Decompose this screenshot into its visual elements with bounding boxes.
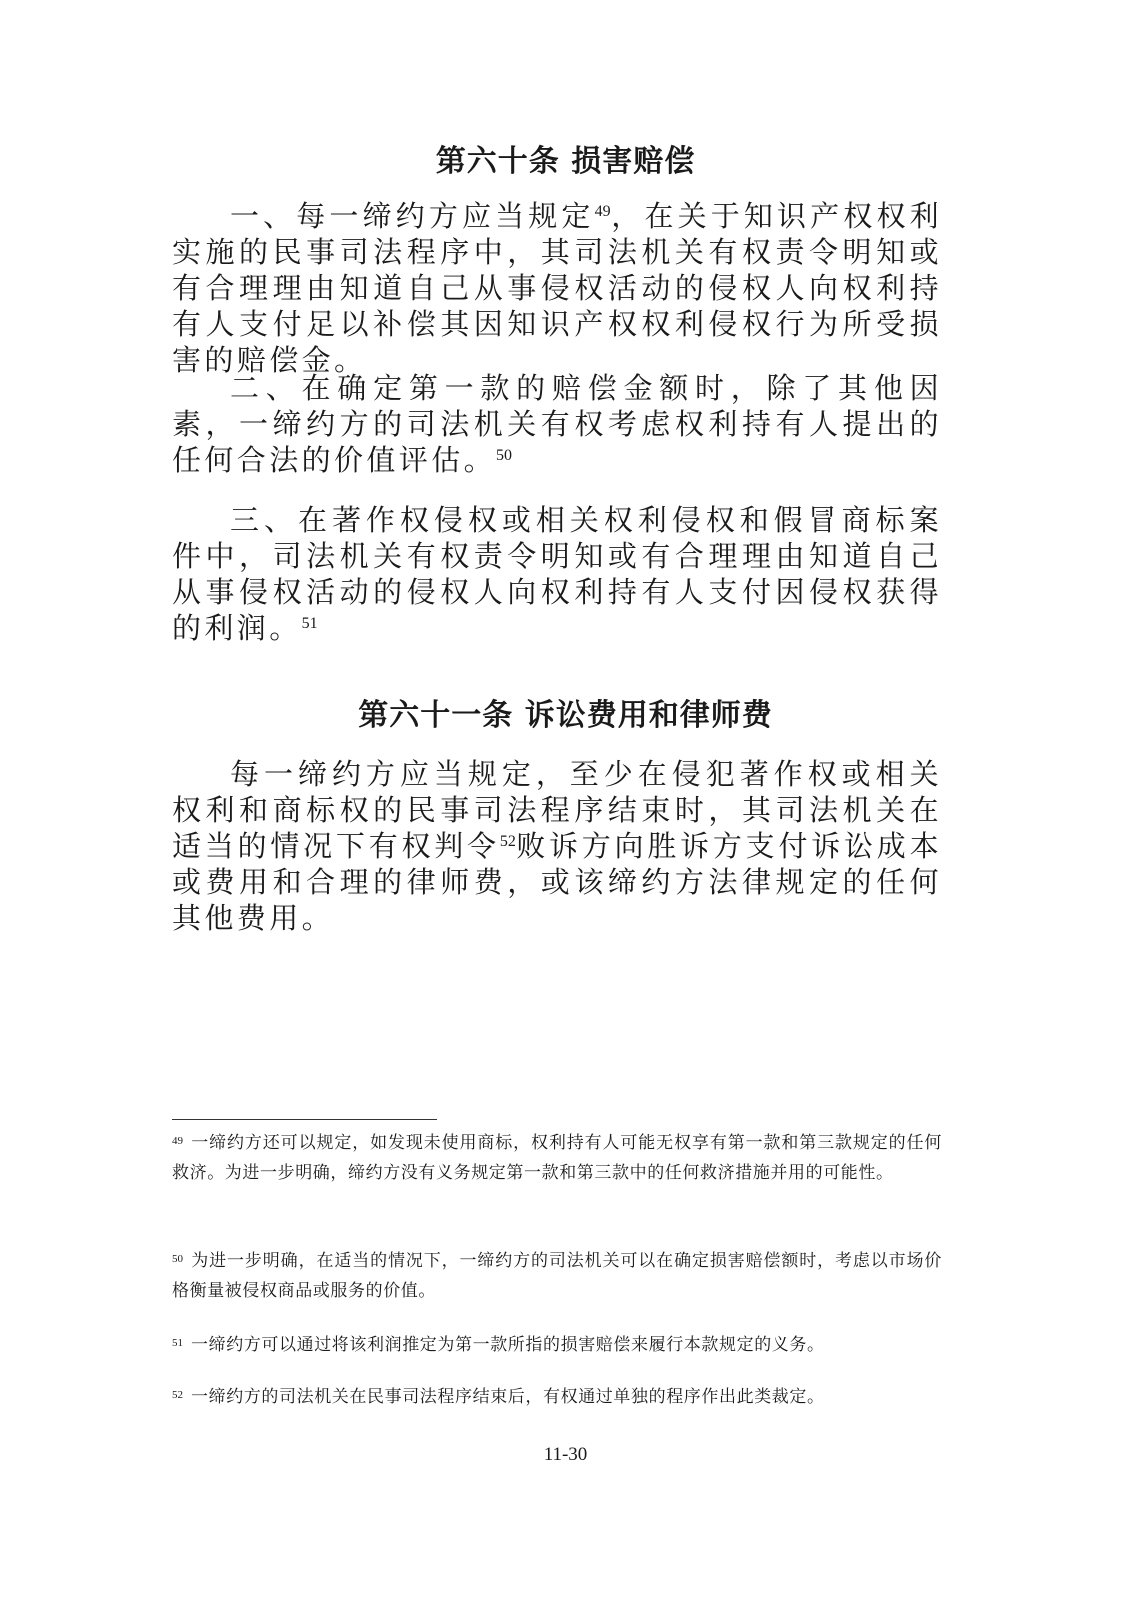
- article-61-title: 第六十一条 诉讼费用和律师费: [358, 698, 773, 733]
- footnote-52-text: 一缔约方的司法机关在民事司法程序结束后，有权通过单独的程序作出此类裁定。: [191, 1387, 825, 1407]
- article-60-paragraph-1: [172, 198, 942, 378]
- article-60-paragraph-3-text: 三、在著作权侵权或相关权利侵权和假冒商标案件中，司法机关有权责令明知或有合理理由知道自己从事侵权活动的侵权人向权利持有人支付因侵权获得的利润。: [172, 503, 942, 645]
- footnote-50-text: 为进一步明确，在适当的情况下，一缔约方的司法机关可以在确定损害赔偿额时，考虑以市场价格衡量被侵权商品或服务的价值。: [172, 1251, 942, 1301]
- footnote-49-number: 49: [172, 1135, 183, 1147]
- article-60-paragraph-2-text: 二、在确定第一款的赔偿金额时，除了其他因素，一缔约方的司法机关有权考虑权利持有人提出的任何合法的价值评估。: [172, 371, 942, 477]
- footnote-50-number: 50: [172, 1253, 183, 1265]
- footnote-ref-50[interactable]: 50: [496, 447, 513, 464]
- footnote-52: [172, 1382, 942, 1412]
- footnote-52-number: 52: [172, 1389, 183, 1401]
- footnote-divider: [172, 1119, 437, 1120]
- article-60-title: 第六十条 损害赔偿: [435, 144, 696, 179]
- footnote-ref-49[interactable]: 49: [594, 203, 611, 220]
- footnote-49-text: 一缔约方还可以规定，如发现未使用商标，权利持有人可能无权享有第一款和第三款规定的任何救济。为进一步明确，缔约方没有义务规定第一款和第三款中的任何救济措施并用的可能性。: [172, 1133, 942, 1183]
- article-61-paragraph-1-text-b: 败诉方向胜诉方支付诉讼成本或费用和合理的律师费，或该缔约方法律规定的任何其他费用。: [172, 829, 942, 935]
- article-61-paragraph-1-text-a: 每一缔约方应当规定，至少在侵犯著作权或相关权利和商标权的民事司法程序结束时，其司法机关在适当的情况下有权判令: [172, 757, 942, 863]
- page-number: 11-30: [543, 1444, 588, 1465]
- article-60-paragraph-1-text-b: ，在关于知识产权权利实施的民事司法程序中，其司法机关有权责令明知或有合理理由知道自己从事侵权活动的侵权人向权利持有人支付足以补偿其因知识产权权利侵权行为所受损害的赔偿金。: [172, 199, 942, 377]
- footnote-50: [172, 1246, 942, 1306]
- article-60-paragraph-2: [172, 370, 942, 478]
- footnote-ref-51[interactable]: 51: [301, 615, 318, 632]
- article-60-paragraph-3: [172, 502, 942, 646]
- footnote-ref-52[interactable]: 52: [499, 833, 516, 850]
- footnote-49: [172, 1128, 942, 1188]
- footnote-51-text: 一缔约方可以通过将该利润推定为第一款所指的损害赔偿来履行本款规定的义务。: [191, 1335, 825, 1355]
- footnote-51: [172, 1330, 942, 1360]
- footnote-51-number: 51: [172, 1337, 183, 1349]
- article-61-paragraph-1: [172, 756, 942, 936]
- article-60-paragraph-1-text-a: 一、每一缔约方应当规定: [230, 199, 595, 233]
